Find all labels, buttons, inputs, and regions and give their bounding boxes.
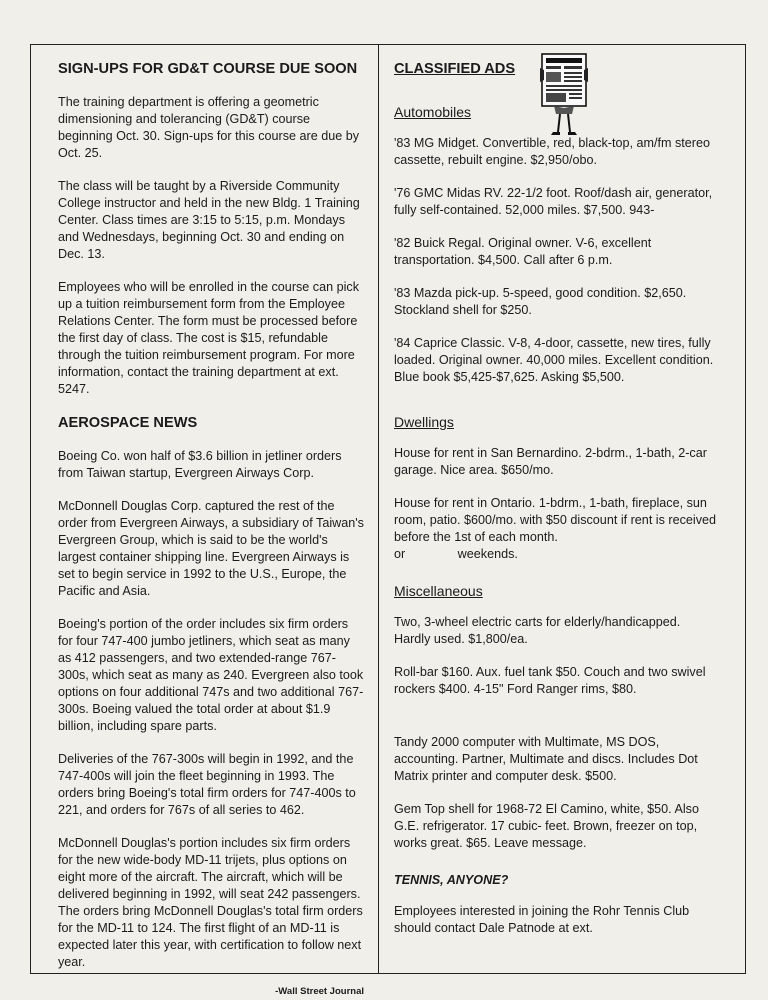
dwelling-ad-2: House for rent in Ontario. 1-bdrm., 1-bath, fireplace, sun room, patio. $600/mo. with $50 discount if rent is received before the 1st of each month. bbox=[394, 496, 717, 544]
column-divider bbox=[378, 44, 379, 974]
miscellaneous-heading: Miscellaneous bbox=[394, 583, 483, 599]
gdt-paragraph-1: The training department is offering a geometric dimensioning and tolerancing (GD&T) course beginning Oct. 30. Sign-ups for this course are due by Oct. 25. bbox=[58, 95, 360, 160]
auto-ad-3: '82 Buick Regal. Original owner. V-6, excellent transportation. $4,500. Call after 6 p.m. bbox=[394, 236, 652, 267]
auto-ad-4: '83 Mazda pick-up. 5-speed, good condition. $2,650. Stockland shell for $250. bbox=[394, 286, 687, 317]
dwelling-ad-2-contact: or weekends. bbox=[394, 547, 518, 561]
gdt-paragraph-2: The class will be taught by a Riverside Community College instructor and held in the new Bldg. 1 Training Center. Class times are 3:15 to 5:15, p.m. Mondays and Wednesdays, beginning Oct. 30 and ending on Dec. 13. bbox=[58, 179, 360, 261]
misc-ad-2: Roll-bar $160. Aux. fuel tank $50. Couch and two swivel rockers $400. 4-15" Ford Ranger rims, $80. bbox=[394, 665, 706, 696]
tennis-text: Employees interested in joining the Rohr Tennis Club should contact Dale Patnode at ext. bbox=[394, 904, 690, 935]
aerospace-paragraph-4: Deliveries of the 767-300s will begin in 1992, and the 747-400s will join the fleet beginning in 1993. The orders bring Boeing's total firm orders for 747-400s to 221, and orders for 767s of all series to 462. bbox=[58, 752, 356, 817]
auto-ad-2: '76 GMC Midas RV. 22-1/2 foot. Roof/dash air, generator, fully self-contained. 52,000 miles. $7,500. 943- bbox=[394, 186, 713, 217]
aerospace-paragraph-2: McDonnell Douglas Corp. captured the rest of the order from Evergreen Airways, a subsidiary of Taiwan's Evergreen Group, which is said to be the world's largest container shipping line. Evergreen Airways is set to begin service in 1992 to the U.S., Europe, the Pacific and Asia. bbox=[58, 499, 364, 598]
aerospace-headline: AEROSPACE NEWS bbox=[58, 415, 198, 431]
auto-ad-5: '84 Caprice Classic. V-8, 4-door, cassette, new tires, fully loaded. Original owner. 40,000 miles. Excellent condition. Blue book $5,425-$7,625. Asking $5,500. bbox=[394, 336, 714, 384]
aerospace-paragraph-5: McDonnell Douglas's portion includes six firm orders for the new wide-body MD-11 trijets, plus options on eight more of the aircraft. The aircraft, which will be delivered beginning in 1992, will seat 242 passengers. The orders bring McDonnell Douglas's total firm orders for the MD-11 to 124. The first flight of an MD-11 is expected later this year, with certification to follow next year. bbox=[58, 836, 363, 969]
automobiles-heading: Automobiles bbox=[394, 104, 472, 120]
aerospace-paragraph-1: Boeing Co. won half of $3.6 billion in jetliner orders from Taiwan startup, Evergreen Airways Corp. bbox=[58, 449, 342, 480]
tennis-heading: TENNIS, ANYONE? bbox=[394, 873, 509, 887]
gdt-paragraph-3: Employees who will be enrolled in the course can pick up a tuition reimbursement form from the Employee Relations Center. The form must be processed before the first day of class. The cost is $15, refundable through the tuition reimbursement program. For more information, contact the training department at ext. 5247. bbox=[58, 280, 360, 396]
source-credit: -Wall Street Journal bbox=[275, 986, 364, 997]
gdt-headline: SIGN-UPS FOR GD&T COURSE DUE SOON bbox=[58, 61, 358, 77]
aerospace-paragraph-3: Boeing's portion of the order includes six firm orders for four 747-400 jumbo jetliners, which seat as many as 412 passengers, and two extended-range 767-300s, which seat as many as 240. Evergreen also took options on four additional 747s and two additional 767-300s. Boeing valued the total order at about $1.9 billion, including spare parts. bbox=[58, 617, 364, 733]
auto-ad-1: '83 MG Midget. Convertible, red, black-top, am/fm stereo cassette, rebuilt engine. $2,950/obo. bbox=[394, 136, 710, 167]
misc-ad-4: Gem Top shell for 1968-72 El Camino, white, $50. Also G.E. refrigerator. 17 cubic- feet. Brown, freezer on top, works great. $65. Leave message. bbox=[394, 802, 699, 850]
right-column bbox=[394, 60, 720, 953]
misc-ad-1: Two, 3-wheel electric carts for elderly/handicapped. Hardly used. $1,800/ea. bbox=[394, 615, 681, 646]
classified-headline: CLASSIFIED ADS bbox=[394, 61, 516, 77]
misc-ad-3: Tandy 2000 computer with Multimate, MS DOS, accounting. Partner, Multimate and discs. Includes Dot Matrix printer and computer desk. $500. bbox=[394, 735, 698, 783]
dwellings-heading: Dwellings bbox=[394, 414, 454, 430]
dwelling-ad-1: House for rent in San Bernardino. 2-bdrm., 1-bath, 2-car garage. Nice area. $650/mo. bbox=[394, 446, 707, 477]
left-column bbox=[58, 60, 364, 1000]
